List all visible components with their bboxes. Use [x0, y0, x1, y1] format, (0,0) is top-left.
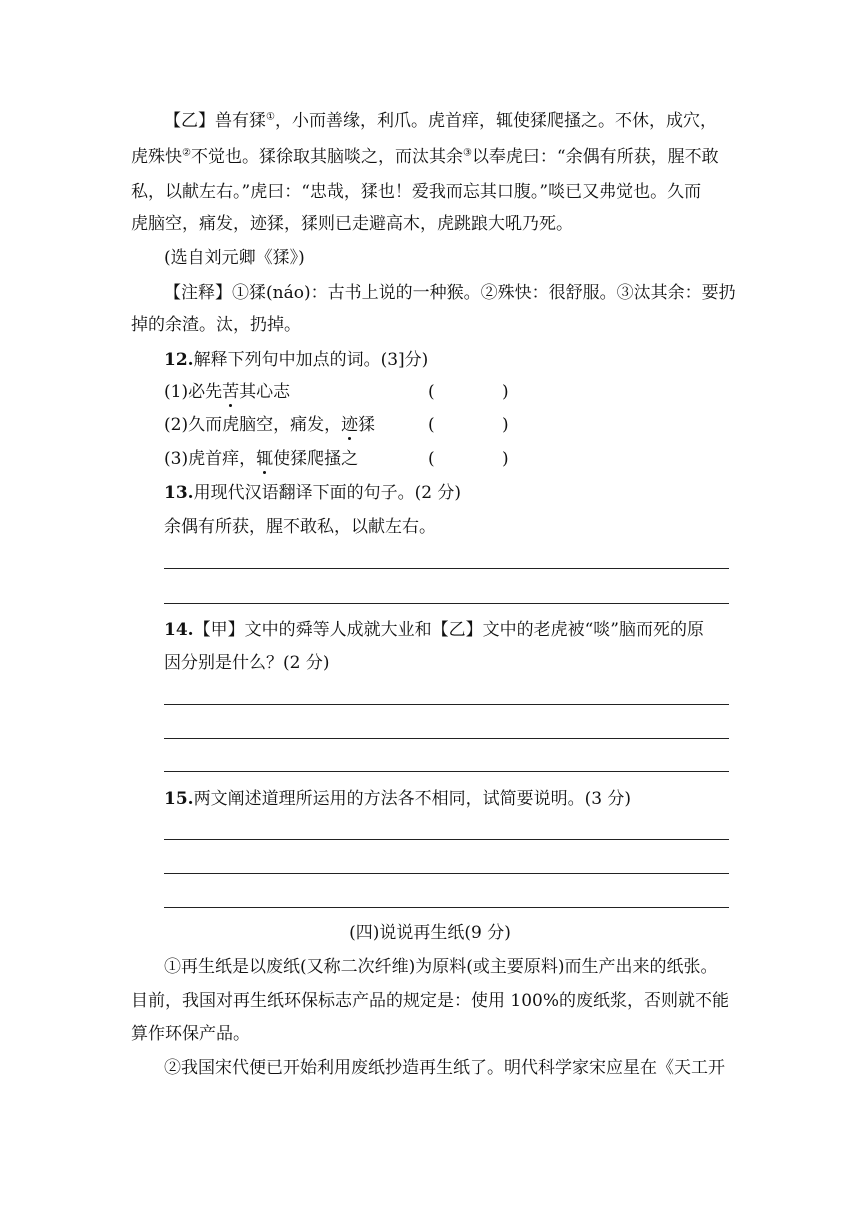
question-15: [164, 788, 631, 810]
q12-item-1: [164, 381, 290, 403]
text: (1)必先: [164, 382, 223, 402]
question-prompt: 两文阐述道理所运用的方法各不相同，试简要说明。(3 分): [193, 789, 632, 809]
text: 虎殊快: [131, 147, 182, 167]
answer-line[interactable]: [164, 839, 729, 840]
text: 猱: [358, 415, 376, 435]
question-number: 15.: [164, 789, 194, 809]
passage-line: [131, 146, 719, 168]
passage-line: 私，以献左右。”虎曰：“忠哉，猱也！爱我而忘其口腹。”啖已又弗觉也。久而: [131, 182, 702, 202]
answer-line[interactable]: [164, 603, 729, 604]
text: 使猱爬搔之: [273, 449, 359, 469]
notes-line: 掉的余渣。汰，扔掉。: [131, 315, 301, 335]
footnote-mark: ③: [462, 147, 472, 159]
answer-line[interactable]: [164, 568, 729, 569]
question-12: [164, 349, 428, 371]
passage-line: [164, 110, 717, 132]
q13-sentence: 余偶有所获，腥不敢私，以献左右。: [164, 517, 436, 537]
answer-line[interactable]: [164, 771, 729, 772]
dotted-word: 迹: [341, 415, 359, 435]
question-prompt: 【甲】文中的舜等人成就大业和【乙】文中的老虎被“啖”脑而死的原: [193, 620, 704, 640]
text: ，小而善缘，利爪。虎首痒，辄使猱爬搔之。不休，成穴，: [274, 111, 717, 131]
answer-paren-close: ): [502, 382, 509, 402]
question-14-cont: 因分别是什么？(2 分): [164, 653, 330, 673]
footnote-mark: ②: [182, 147, 191, 159]
text: (3)虎首痒，: [164, 449, 257, 469]
text: 不觉也。猱徐取其脑啖之，而汰其余: [190, 147, 463, 167]
question-number: 14.: [164, 620, 194, 640]
answer-line[interactable]: [164, 873, 729, 874]
answer-paren-open: (: [428, 415, 435, 435]
answer-paren-open: (: [428, 449, 435, 469]
footnote-mark: ①: [266, 111, 275, 123]
q12-item-3: [164, 448, 358, 470]
text: (2)久而虎脑空，痛发，: [164, 415, 342, 435]
paragraph-line: 目前，我国对再生纸环保标志产品的规定是：使用 100%的废纸浆，否则就不能: [131, 991, 730, 1011]
answer-line[interactable]: [164, 907, 729, 908]
q12-item-2: [164, 414, 375, 436]
notes-line: 【注释】①猱(náo)：古书上说的一种猴。②殊快：很舒服。③汰其余：要扔: [164, 283, 736, 303]
answer-paren-close: ): [502, 449, 509, 469]
answer-paren-close: ): [502, 415, 509, 435]
question-prompt: 用现代汉语翻译下面的句子。(2 分): [193, 483, 462, 503]
text: 【乙】兽有猱: [164, 111, 266, 131]
answer-paren-open: (: [428, 382, 435, 402]
source-citation: (选自刘元卿《猱》): [164, 248, 305, 268]
dotted-word: 苦: [222, 382, 240, 402]
passage-line: 虎脑空，痛发，迹猱，猱则已走避高木，虎跳踉大吼乃死。: [131, 214, 573, 234]
answer-line[interactable]: [164, 704, 729, 705]
text: 其心志: [239, 382, 291, 402]
section-title: (四)说说再生纸(9 分): [349, 923, 511, 943]
paragraph-line: ②我国宋代便已开始利用废纸抄造再生纸了。明代科学家宋应星在《天工开: [164, 1058, 725, 1078]
paragraph-line: ①再生纸是以废纸(又称二次纤维)为原料(或主要原料)而生产出来的纸张。: [164, 957, 718, 977]
dotted-word: 辄: [256, 449, 274, 469]
paragraph-line: 算作环保产品。: [131, 1024, 250, 1044]
answer-line[interactable]: [164, 738, 729, 739]
question-number: 12.: [164, 350, 194, 370]
question-14: [164, 619, 704, 641]
question-prompt: 解释下列句中加点的词。(3]分): [193, 350, 429, 370]
question-number: 13.: [164, 483, 194, 503]
question-13: [164, 482, 461, 504]
text: 以奉虎曰：“余偶有所获，腥不敢: [471, 147, 719, 167]
